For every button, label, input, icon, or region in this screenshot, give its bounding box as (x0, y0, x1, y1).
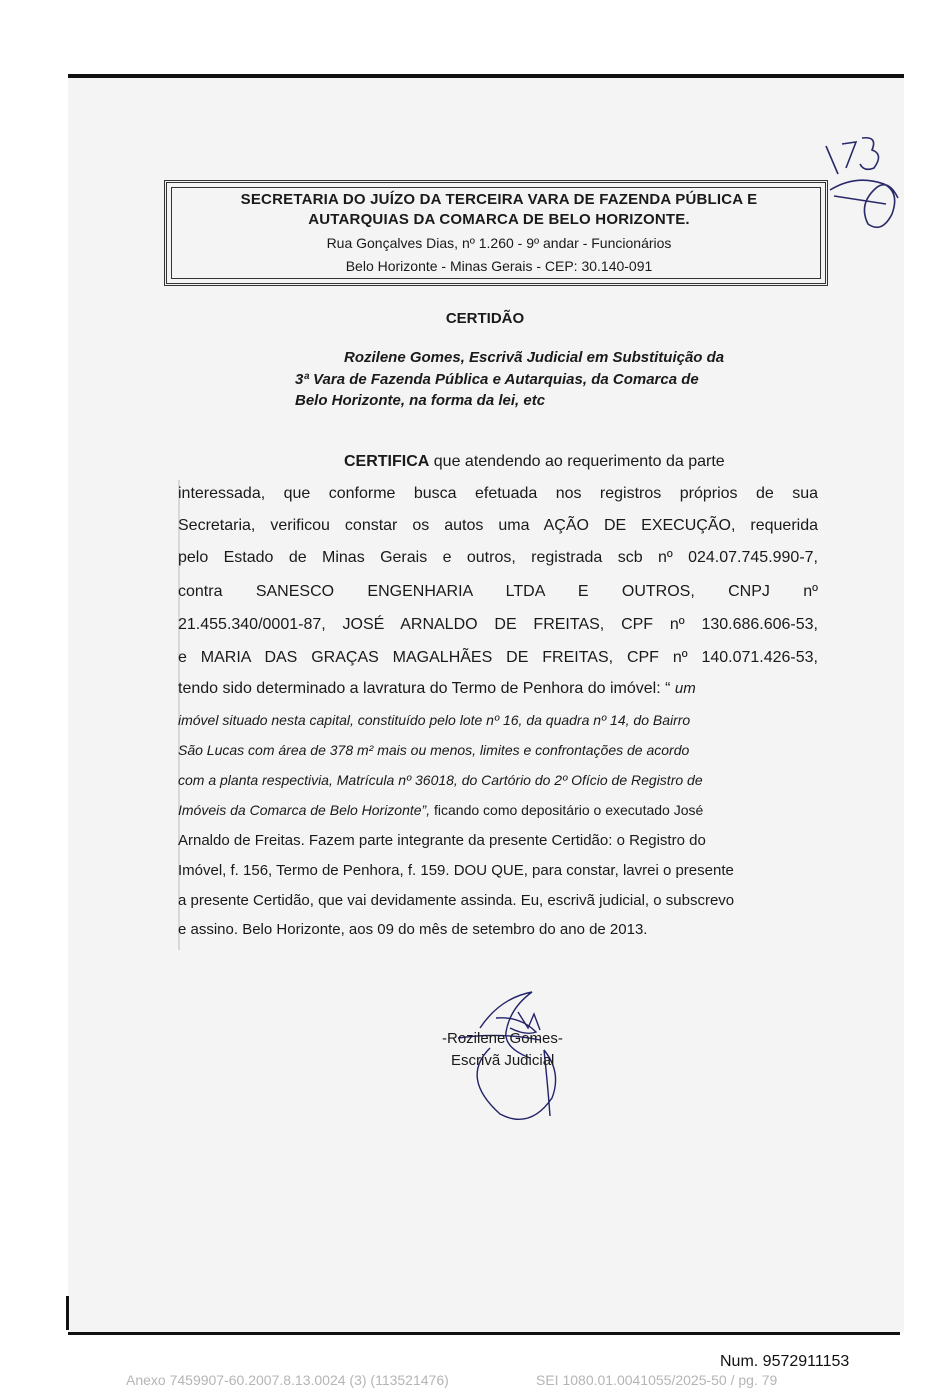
bottom-border (68, 1332, 900, 1335)
body-line-12-text: ficando como depositário o executado José (430, 802, 704, 818)
body-line-10: São Lucas com área de 378 m² mais ou menos, limites e confrontações de acordo (178, 742, 690, 758)
body-line-9: imóvel situado nesta capital, constituído pelo lote nº 16, da quadra nº 14, do Bairro (178, 712, 691, 728)
body-line-12-italic: Imóveis da Comarca de Belo Horizonte”, (178, 802, 431, 818)
document-title: CERTIDÃO (445, 310, 525, 327)
header-box (164, 180, 828, 286)
intro-line-3: Belo Horizonte, na forma da lei, etc (295, 392, 546, 409)
sei-reference: SEI 1080.01.0041055/2025-50 / pg. 79 (536, 1372, 778, 1388)
document-number: Num. 9572911153 (720, 1353, 850, 1370)
body-line-13: Arnaldo de Freitas. Fazem parte integrante da presente Certidão: o Registro do (178, 832, 706, 849)
body-line-1 (344, 453, 818, 471)
body-line-15: a presente Certidão, que vai devidamente assinda. Eu, escrivã judicial, o subscrevo (178, 892, 735, 909)
body-line-7: e MARIA DAS GRAÇAS MAGALHÃES DE FREITAS, CPF nº 140.071.426-53, (178, 649, 818, 666)
body-line-4: pelo Estado de Minas Gerais e outros, registrada scb nº 024.07.745.990-7, (178, 549, 818, 566)
scan-edge-mark (66, 1296, 69, 1330)
intro-line-2: 3ª Vara de Fazenda Pública e Autarquias, da Comarca de (295, 371, 699, 388)
body-line-8 (178, 680, 818, 698)
header-title-line-1: SECRETARIA DO JUÍZO DA TERCEIRA VARA DE FAZENDA PÚBLICA E (240, 191, 758, 208)
top-border (68, 74, 904, 78)
signatory-role: Escrivã Judicial (451, 1052, 555, 1069)
body-line-14: Imóvel, f. 156, Termo de Penhora, f. 159. DOU QUE, para constar, lavrei o presente (178, 862, 734, 879)
header-address-line-1: Rua Gonçalves Dias, nº 1.260 - 9º andar - Funcionários (326, 235, 672, 251)
body-line-2: interessada, que conforme busca efetuada nos registros próprios de sua (178, 485, 818, 502)
body-line-8-text: tendo sido determinado a lavratura do Termo de Penhora do imóvel: “ (178, 680, 675, 697)
header-title-line-2: AUTARQUIAS DA COMARCA DE BELO HORIZONTE. (308, 211, 690, 228)
certifica-keyword: CERTIFICA (344, 453, 430, 470)
header-address-line-2: Belo Horizonte - Minas Gerais - CEP: 30.140-091 (345, 258, 653, 274)
body-line-11: com a planta respectivia, Matrícula nº 36018, do Cartório do 2º Ofício de Registro de (178, 772, 703, 788)
body-line-3: Secretaria, verificou constar os autos uma AÇÃO DE EXECUÇÃO, requerida (178, 517, 818, 534)
body-line-16: e assino. Belo Horizonte, aos 09 do mês de setembro do ano de 2013. (178, 921, 648, 938)
body-line-12 (178, 802, 818, 818)
signatory-name: -Rozilene Gomes- (442, 1030, 563, 1047)
body-line-8-italic: um (674, 680, 696, 697)
intro-line-1: Rozilene Gomes, Escrivã Judicial em Substituição da (344, 349, 725, 366)
body-line-6: 21.455.340/0001-87, JOSÉ ARNALDO DE FREITAS, CPF nº 130.686.606-53, (178, 616, 818, 633)
body-line-5: contra SANESCO ENGENHARIA LTDA E OUTROS, CNPJ nº (178, 583, 818, 600)
body-line-1-text: que atendendo ao requerimento da parte (429, 453, 725, 470)
annex-reference: Anexo 7459907-60.2007.8.13.0024 (3) (113521476) (126, 1372, 449, 1388)
